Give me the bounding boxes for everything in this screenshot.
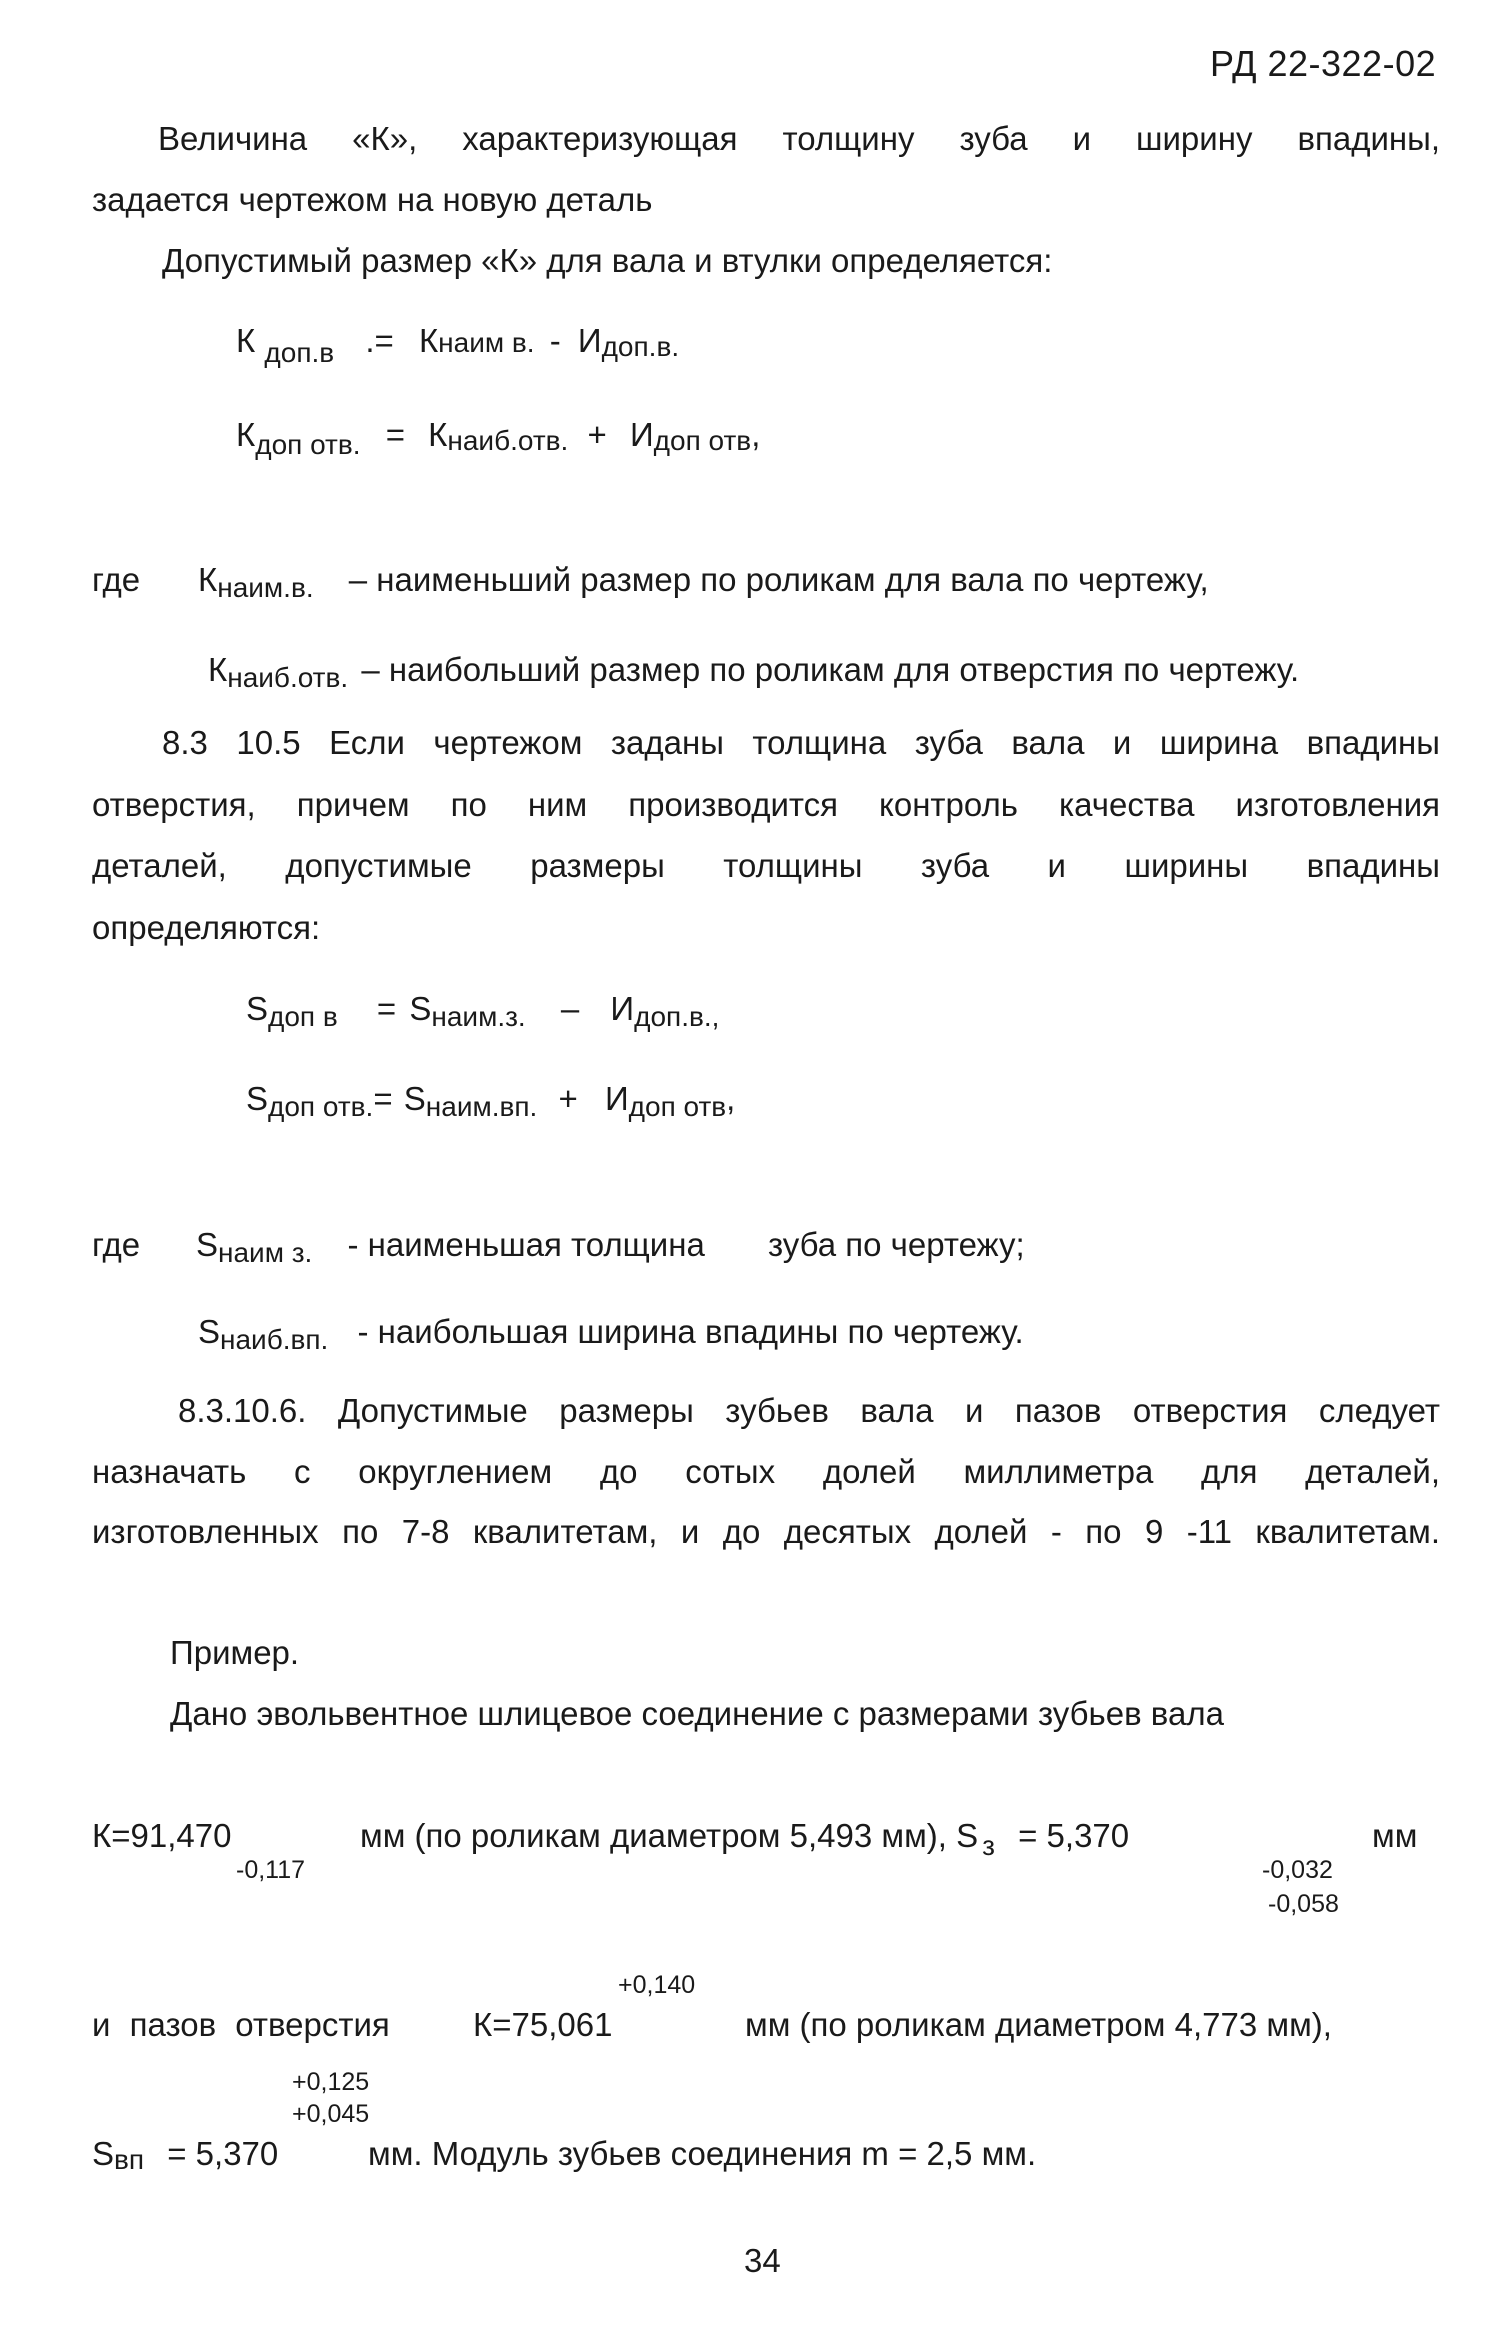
formula-sdop-shaft: Sдоп в = Sнаим.з. – Идоп.в., <box>246 990 720 1032</box>
definition-k-max-hole: Кнаиб.отв. – наибольший размер по роликам для отверстия по чертежу. <box>208 651 1300 693</box>
paragraph-line: деталей, допустимые размеры толщины зуба и ширины впадины <box>92 847 1440 884</box>
paragraph-line: Допустимый размер «К» для вала и втулки определяется: <box>162 242 1053 279</box>
shaft-s-unit: мм <box>1372 1817 1418 1854</box>
where-label: где <box>92 1226 141 1263</box>
where-label: где <box>92 561 141 598</box>
groove-s-value: Sвп = 5,370 <box>92 2135 279 2175</box>
formula-sdop-hole: Sдоп отв.= Sнаим.вп. + Идоп отв, <box>246 1080 736 1122</box>
paragraph-line: 8.3 10.5 Если чертежом заданы толщина зуба вала и ширина впадины <box>162 724 1440 761</box>
page-number: 34 <box>744 2242 781 2279</box>
document-code: РД 22-322-02 <box>1210 43 1437 84</box>
hole-prefix: и пазов отверстия <box>92 2006 390 2043</box>
paragraph-line: изготовленных по 7-8 квалитетам, и до десятых долей - по 9 -11 квалитетам. <box>92 1513 1440 1550</box>
definition-k-min-shaft: Кнаим.в. – наименьший размер по роликам для вала по чертежу, <box>198 561 1209 603</box>
example-title: Пример. <box>170 1634 300 1671</box>
definition-s-min-tooth: Sнаим з. - наименьшая толщина зуба по чертежу; <box>196 1226 1025 1268</box>
formula-kdop-hole: $К_{доп отв.}$ = Кнаиб.отв. + Идоп отв, <box>236 416 761 460</box>
shaft-s-tolerance-lower: -0,058 <box>1268 1890 1339 1918</box>
hole-k-tolerance: +0,140 <box>618 1971 696 1999</box>
formula-kdop-shaft: К $_{доп.в}$ .= Кнаим в. - Идоп.в. <box>236 322 680 368</box>
paragraph-line: задается чертежом на новую деталь <box>92 181 653 218</box>
definition-s-max-groove: Sнаиб.вп. - наибольшая ширина впадины по чертежу. <box>198 1313 1024 1355</box>
example-intro: Дано эвольвентное шлицевое соединение с размерами зубьев вала <box>170 1695 1224 1732</box>
paragraph-line: определяются: <box>92 909 321 946</box>
paragraph-line: 8.3.10.6. Допустимые размеры зубьев вала и пазов отверстия следует <box>178 1392 1440 1429</box>
module-text: мм. Модуль зубьев соединения m = 2,5 мм. <box>368 2135 1037 2172</box>
hole-measure-text: мм (по роликам диаметром 4,773 мм), <box>745 2006 1332 2043</box>
shaft-s-tolerance-upper: -0,032 <box>1262 1856 1333 1884</box>
groove-tolerance-upper: +0,125 <box>292 2068 370 2096</box>
paragraph-line: отверстия, причем по ним производится контроль качества изготовления <box>92 786 1440 823</box>
groove-tolerance-lower: +0,045 <box>292 2100 370 2128</box>
paragraph-line: Величина «К», характеризующая толщину зуба и ширину впадины, <box>158 120 1440 157</box>
shaft-measure-text: мм (по роликам диаметром 5,493 мм), S $_з$ = 5,370 <box>360 1817 1130 1861</box>
shaft-k-tolerance: -0,117 <box>236 1856 306 1884</box>
hole-k-value: К=75,061 <box>473 2006 613 2043</box>
shaft-k-value: К=91,470 <box>92 1817 232 1854</box>
paragraph-line: назначать с округлением до сотых долей миллиметра для деталей, <box>92 1453 1440 1490</box>
